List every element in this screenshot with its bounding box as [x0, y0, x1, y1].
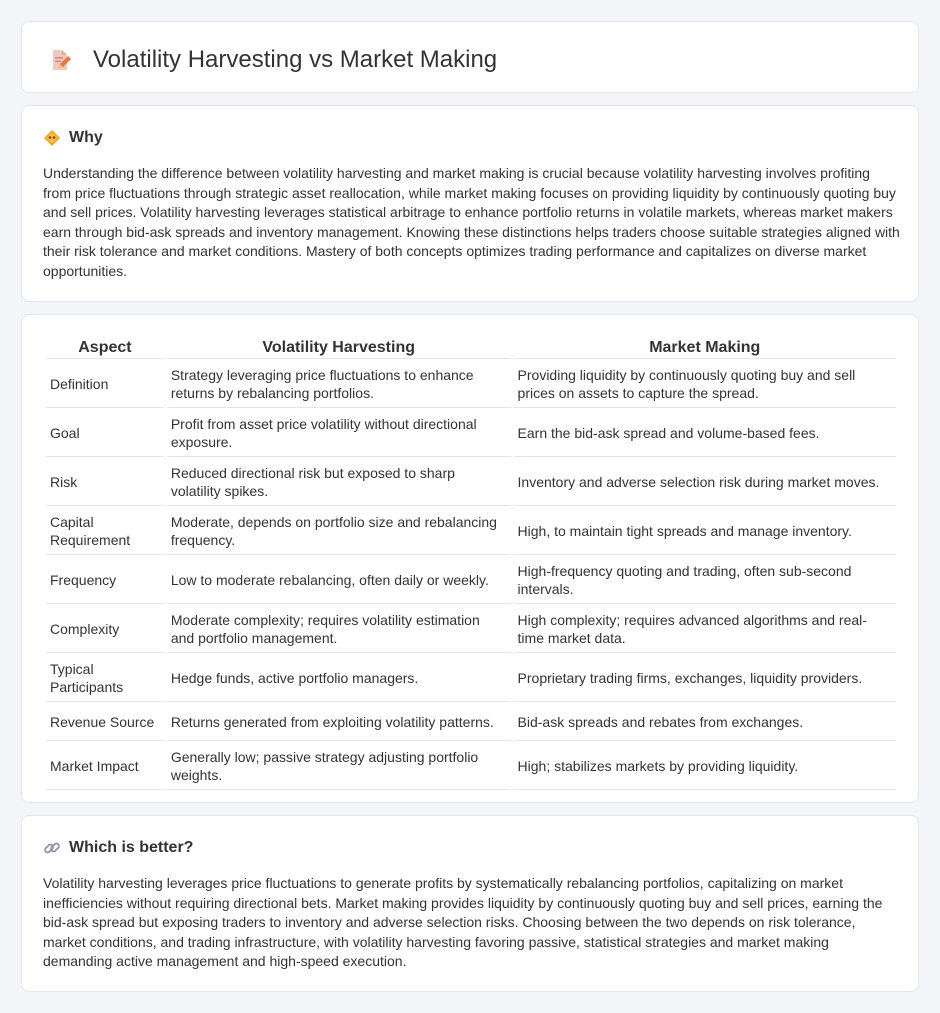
comparison-table-card	[21, 314, 919, 803]
table-row	[46, 458, 896, 506]
row-aspect: Complexity	[46, 605, 164, 653]
row-volatility-harvesting: Profit from asset price volatility without directional exposure.	[167, 409, 511, 457]
why-text: Understanding the difference between volatility harvesting and market making is crucial because volatility harvesting involves profiting from price fluctuations through strategic asset reallocation, while market making focuses on providing liquidity by continuously quoting buy and sell prices. Volatility harvesting leverages statistical arbitrage to enhance portfolio returns in volatile markets, whereas market makers earn through bid-ask spreads and inventory management. Knowing these distinctions helps traders choose suitable strategies aligned with their risk tolerance and market conditions. Mastery of both concepts optimizes trading performance and capitalizes on diverse market opportunities.	[43, 165, 900, 279]
row-volatility-harvesting: Low to moderate rebalancing, often daily or weekly.	[167, 556, 511, 604]
which-is-better-section	[21, 815, 919, 992]
why-section	[21, 105, 919, 302]
page-title: Volatility Harvesting vs Market Making	[93, 46, 498, 73]
row-aspect: Definition	[46, 360, 164, 408]
row-volatility-harvesting: Hedge funds, active portfolio managers.	[167, 654, 511, 702]
header-market-making: Market Making	[514, 337, 896, 359]
which-is-better-text: Volatility harvesting leverages price fluctuations to generate profits by systematically rebalancing portfolios, capitalizing on market inefficiencies without requiring directional bets. Market making provides liquidity by continuously quoting buy and sell prices, earning the bid-ask spread but exposing traders to inventory and adverse selection risks. Choosing between the two depends on risk tolerance, market conditions, and trading infrastructure, with volatility harvesting favoring passive, statistical strategies and market making demanding active management and high-speed execution.	[43, 875, 883, 969]
table-row	[46, 703, 896, 741]
why-heading: Why	[69, 129, 103, 146]
row-aspect: Market Impact	[46, 742, 164, 790]
title-card	[21, 21, 919, 93]
row-volatility-harvesting: Strategy leveraging price fluctuations to enhance returns by rebalancing portfolios.	[167, 360, 511, 408]
row-market-making: High complexity; requires advanced algorithms and real-time market data.	[514, 605, 896, 653]
row-aspect: Capital Requirement	[46, 507, 164, 555]
row-market-making: Proprietary trading firms, exchanges, liquidity providers.	[514, 654, 896, 702]
row-volatility-harvesting: Reduced directional risk but exposed to sharp volatility spikes.	[167, 458, 511, 506]
document-edit-icon	[48, 48, 72, 72]
row-market-making: Bid-ask spreads and rebates from exchanges.	[514, 703, 896, 741]
row-market-making: Earn the bid-ask spread and volume-based fees.	[514, 409, 896, 457]
header-volatility-harvesting: Volatility Harvesting	[167, 337, 511, 359]
which-is-better-heading: Which is better?	[69, 839, 194, 856]
row-volatility-harvesting: Moderate, depends on portfolio size and rebalancing frequency.	[167, 507, 511, 555]
table-row	[46, 360, 896, 408]
diamond-sign-icon	[43, 129, 61, 147]
link-icon	[43, 839, 61, 857]
row-aspect: Risk	[46, 458, 164, 506]
header-aspect: Aspect	[46, 337, 164, 359]
table-row	[46, 654, 896, 702]
table-header-row	[46, 337, 896, 359]
table-row	[46, 742, 896, 790]
table-row	[46, 409, 896, 457]
table-row	[46, 556, 896, 604]
row-market-making: High; stabilizes markets by providing liquidity.	[514, 742, 896, 790]
row-market-making: High-frequency quoting and trading, often sub-second intervals.	[514, 556, 896, 604]
table-row	[46, 605, 896, 653]
table-row	[46, 507, 896, 555]
row-aspect: Goal	[46, 409, 164, 457]
row-aspect: Frequency	[46, 556, 164, 604]
row-volatility-harvesting: Generally low; passive strategy adjusting portfolio weights.	[167, 742, 511, 790]
comparison-table	[43, 336, 899, 791]
row-volatility-harvesting: Returns generated from exploiting volatility patterns.	[167, 703, 511, 741]
row-market-making: Inventory and adverse selection risk during market moves.	[514, 458, 896, 506]
row-aspect: Typical Participants	[46, 654, 164, 702]
row-market-making: Providing liquidity by continuously quoting buy and sell prices on assets to capture the spread.	[514, 360, 896, 408]
row-market-making: High, to maintain tight spreads and manage inventory.	[514, 507, 896, 555]
row-volatility-harvesting: Moderate complexity; requires volatility estimation and portfolio management.	[167, 605, 511, 653]
row-aspect: Revenue Source	[46, 703, 164, 741]
